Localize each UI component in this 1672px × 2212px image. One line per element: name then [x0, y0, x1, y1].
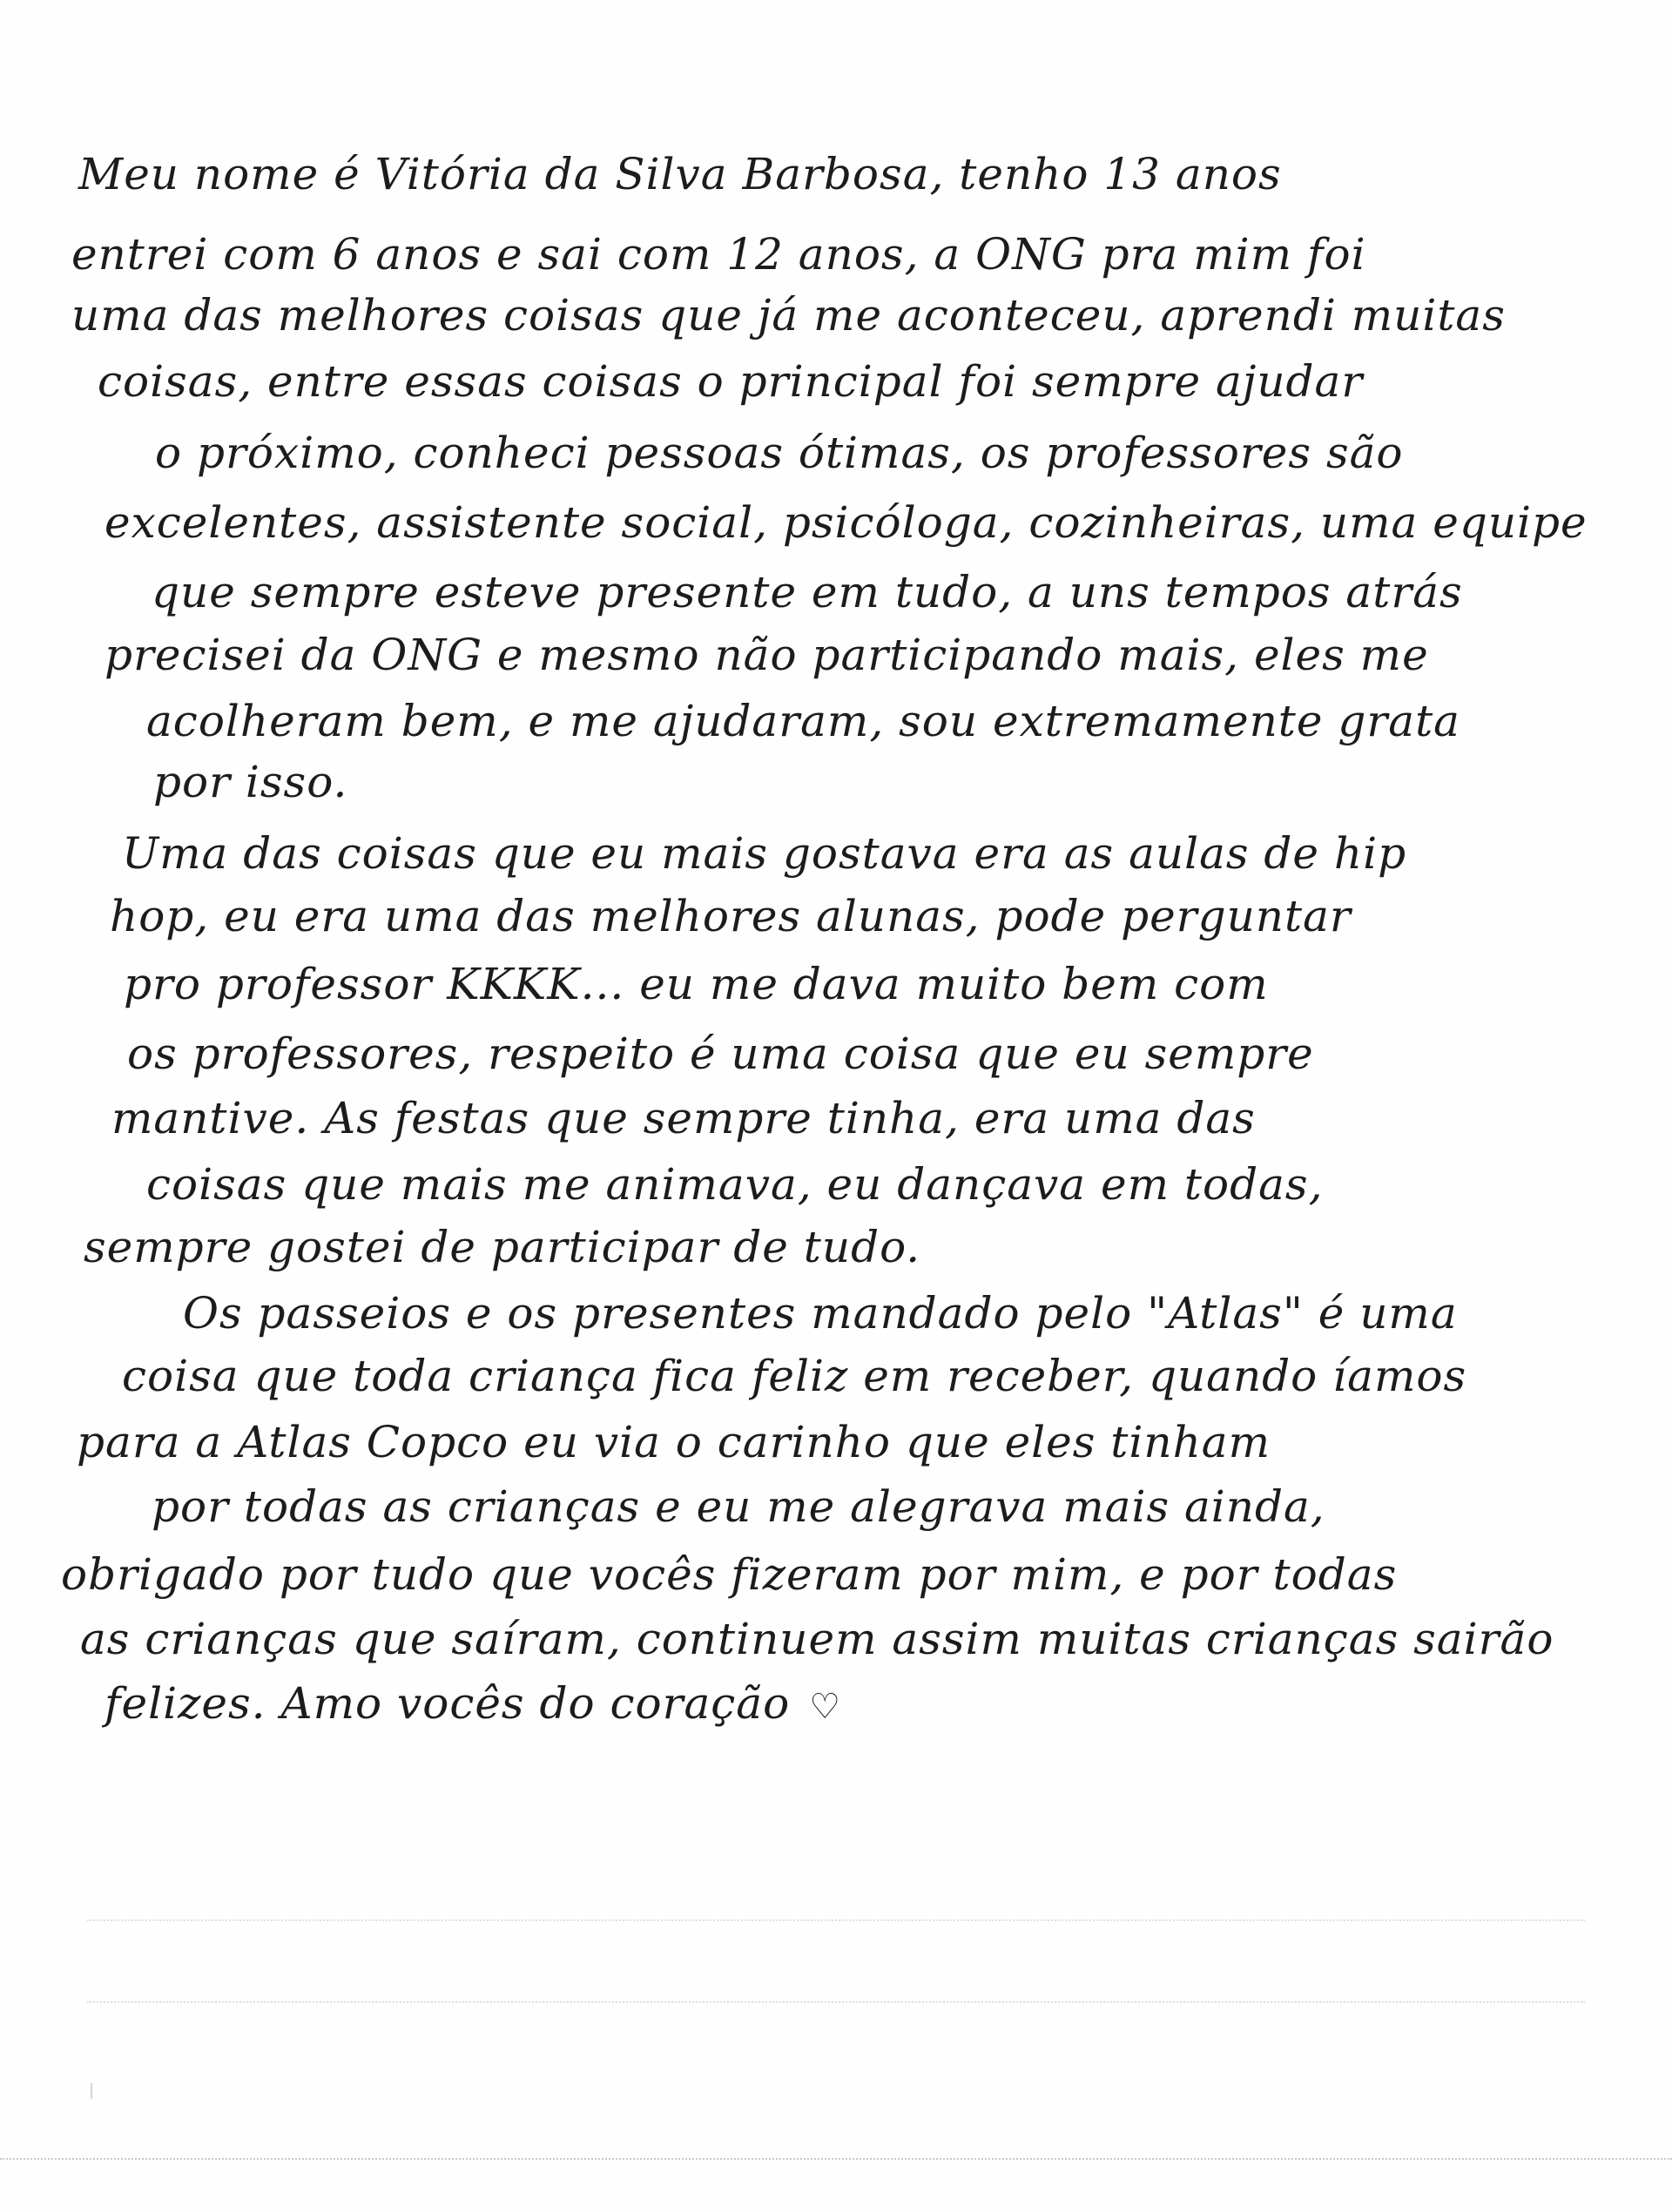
letter-line: os professores, respeito é uma coisa que eu sempre [127, 1028, 1314, 1079]
letter-line [104, 1677, 841, 1733]
scan-artifact-line [87, 2001, 1585, 2003]
letter-line: sempre gostei de participar de tudo. [84, 1222, 921, 1272]
letter-line: que sempre esteve presente em tudo, a uns tempos atrás [152, 567, 1463, 617]
letter-line: hop, eu era uma das melhores alunas, pode perguntar [110, 891, 1352, 941]
letter-line: mantive. As festas que sempre tinha, era uma das [111, 1093, 1256, 1143]
letter-line: Uma das coisas que eu mais gostava era as aulas de hip [122, 828, 1407, 879]
letter-line: por isso. [153, 757, 348, 807]
letter-line: coisa que toda criança fica feliz em receber, quando íamos [122, 1351, 1467, 1401]
letter-line: pro professor KKKK... eu me dava muito bem com [124, 959, 1269, 1009]
letter-line: entrei com 6 anos e sai com 12 anos, a ONG pra mim foi [71, 229, 1366, 280]
letter-line: acolheram bem, e me ajudaram, sou extremamente grata [146, 696, 1460, 746]
letter-line: Os passeios e os presentes mandado pelo "Atlas" é uma [183, 1288, 1458, 1339]
letter-line: precisei da ONG e mesmo não participando mais, eles me [104, 630, 1429, 680]
scan-artifact-mark [91, 2083, 92, 2099]
letter-line: uma das melhores coisas que já me aconteceu, aprendi muitas [71, 290, 1506, 341]
letter-line: coisas que mais me animava, eu dançava em todas, [146, 1159, 1324, 1210]
heart-icon: ♡ [809, 1687, 842, 1727]
closing-text: felizes. Amo vocês do coração [104, 1678, 791, 1729]
letter-line: por todas as crianças e eu me alegrava mais ainda, [152, 1481, 1325, 1532]
letter-line: Meu nome é Vitória da Silva Barbosa, tenho 13 anos [78, 149, 1282, 199]
letter-line: as crianças que saíram, continuem assim muitas crianças sairão [80, 1614, 1554, 1664]
letter-line: o próximo, conheci pessoas ótimas, os professores são [155, 428, 1404, 478]
letter-line: coisas, entre essas coisas o principal foi sempre ajudar [98, 356, 1364, 407]
scan-artifact-line [87, 1919, 1585, 1921]
letter-line: para a Atlas Copco eu via o carinho que eles tinham [77, 1417, 1271, 1467]
letter-line: excelentes, assistente social, psicóloga, cozinheiras, uma equipe [104, 497, 1588, 548]
letter-line: obrigado por tudo que vocês fizeram por mim, e por todas [61, 1549, 1398, 1600]
scan-artifact-line [0, 2158, 1672, 2160]
